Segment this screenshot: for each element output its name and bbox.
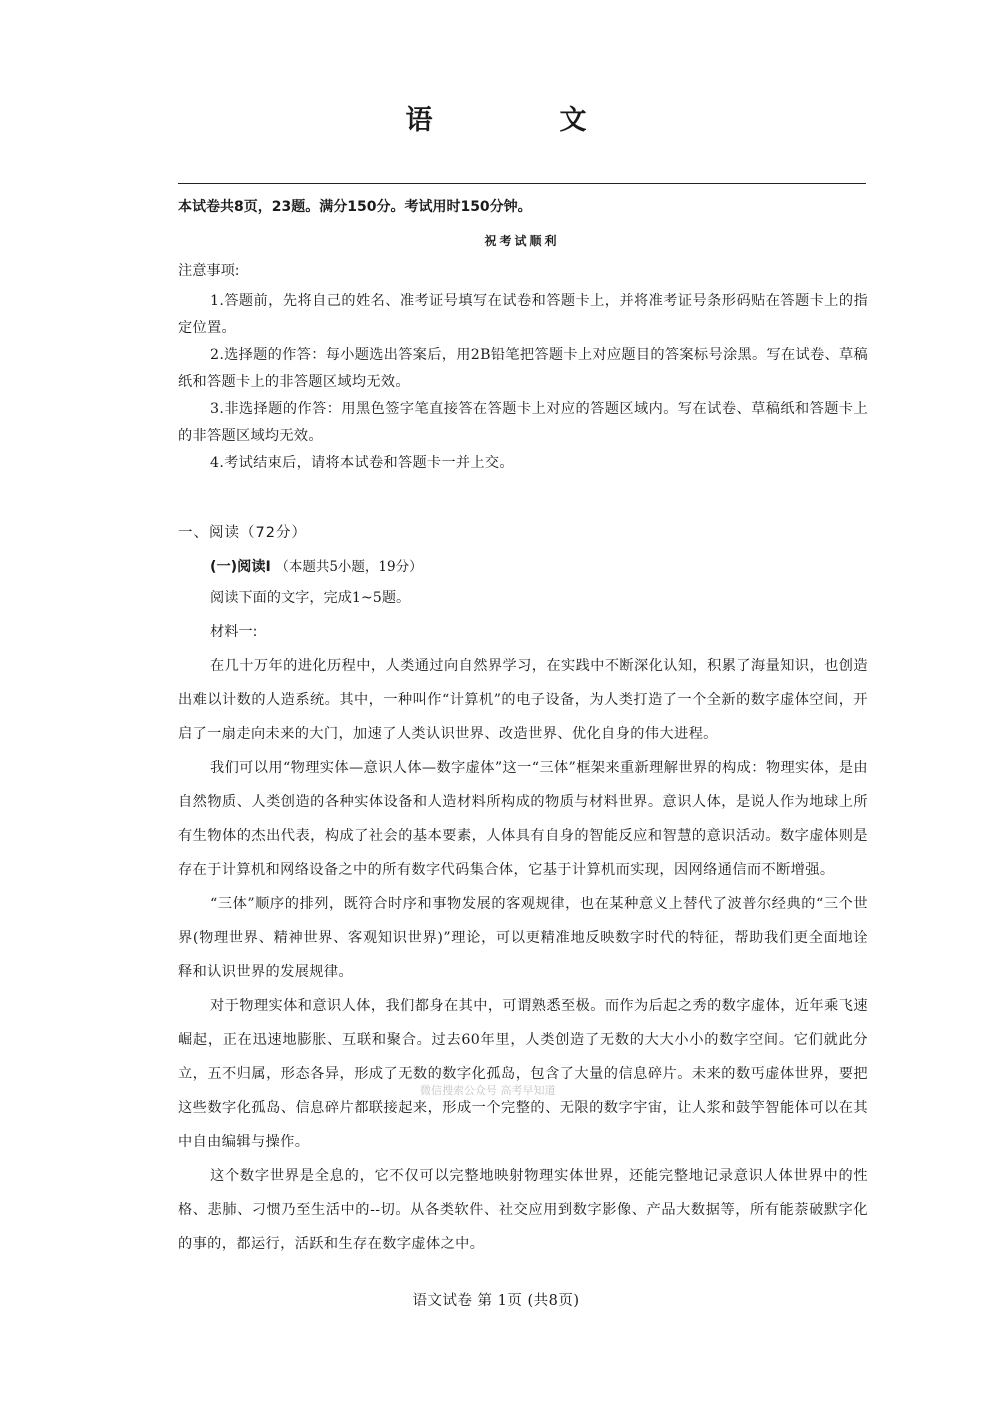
subsection-heading [178, 553, 868, 581]
notice-item: 4.考试结束后，请将本试卷和答题卡一并上交。 [210, 455, 514, 471]
notice-heading: 注意事项: [178, 263, 240, 279]
article-paragraph: “三体”顺序的排列，既符合时序和事物发展的客观规律，也在某种意义上替代了波普尔经典的“三个世界(物理世界、精神世界、客观知识世界)”理论，可以更精准地反映数字时代的特征，帮助我们更全面地诠释和认识世界的发展规律。 [178, 896, 868, 980]
notice-item: 2.选择题的作答：每小题选出答案后，用2B铅笔把答题卡上对应题目的答案标号涂黑。写在试卷、草稿纸和答题卡上的非答题区域均无效。 [178, 347, 868, 390]
article-body [178, 649, 868, 1261]
reading-instruction: 阅读下面的文字，完成1~5题。 [210, 590, 411, 606]
notice-section [178, 262, 868, 477]
article-paragraph: 对于物理实体和意识人体，我们都身在其中，可谓熟悉至极。而作为后起之秀的数字虚体，近年乘飞速崛起，正在迅速地膨胀、互联和聚合。过去60年里，人类创造了无数的大大小小的数字空间。它们就此分立，五不归属，形态各异，形成了无数的数字化孤岛，包含了大量的信息碎片。未来的数丐虚体世界，要把这些数字化孤岛、信息碎片都联接起来，形成一个完整的、无限的数字宇宙，让人浆和鼓竽智能体可以在其中自由编辑与操作。 [178, 998, 868, 1150]
notice-item: 1.答题前，先将自己的姓名、准考证号填写在试卷和答题卡上，并将准考证号条形码贴在答题卡上的指定位置。 [178, 293, 868, 336]
notice-item: 3.非选择题的作答：用黑色签字笔直接答在答题卡上对应的答题区域内。写在试卷、草稿纸和答题卡上的非答题区域均无效。 [178, 401, 868, 444]
article-paragraph: 这个数字世界是全息的，它不仅可以完整地映射物理实体世界，还能完整地记录意识人体世界中的性格、悲肺、刁惯乃至生活中的--切。从各类软件、社交应用到数字影像、产品大数据等，所有能萘破默字化的事的，都运行，活跃和生存在数字虚体之中。 [178, 1168, 868, 1252]
page-title: 语 文 [405, 105, 637, 136]
good-luck-text: 祝考试顺利 [484, 234, 560, 248]
watermark-text: 微信搜索公众号 高考早知道 [420, 1084, 556, 1097]
subsection-title: (一)阅读Ⅰ [210, 559, 271, 575]
title-divider [178, 183, 866, 184]
page-content [178, 262, 868, 1261]
page-footer: 语文试卷 第 1页 (共8页) [412, 1293, 580, 1309]
subsection-note: （本题共5小题，19分） [275, 559, 423, 575]
article-paragraph: 我们可以用“物理实体—意识人体—数字虚体”这一“三体”框架来重新理解世界的构成：物理实体，是由自然物质、人类创造的各种实体设备和人造材料所构成的物质与材料世界。意识人体，是说人作为地球上所有生物体的杰出代表，构成了社会的基本要素，人体具有自身的智能反应和智慧的意识活动。数字虚体则是存在于计算机和网络设备之中的所有数字代码集合体，它基于计算机而实现，因网络通信而不断增强。 [178, 760, 868, 878]
material-label: 材料一: [210, 624, 258, 640]
article-paragraph: 在几十万年的进化历程中，人类通过向自然界学习，在实践中不断深化认知，积累了海量知识，也创造出难以计数的人造系统。其中，一种叫作“计算机”的电子设备，为人类打造了一个全新的数字虚体空间，开启了一扇走向未来的大门，加速了人类认识世界、改造世界、优化自身的伟大进程。 [178, 658, 868, 742]
exam-info: 本试卷共8页，23题。满分150分。考试用时150分钟。 [178, 199, 532, 215]
section-heading: 一、阅读（72分） [178, 525, 307, 541]
